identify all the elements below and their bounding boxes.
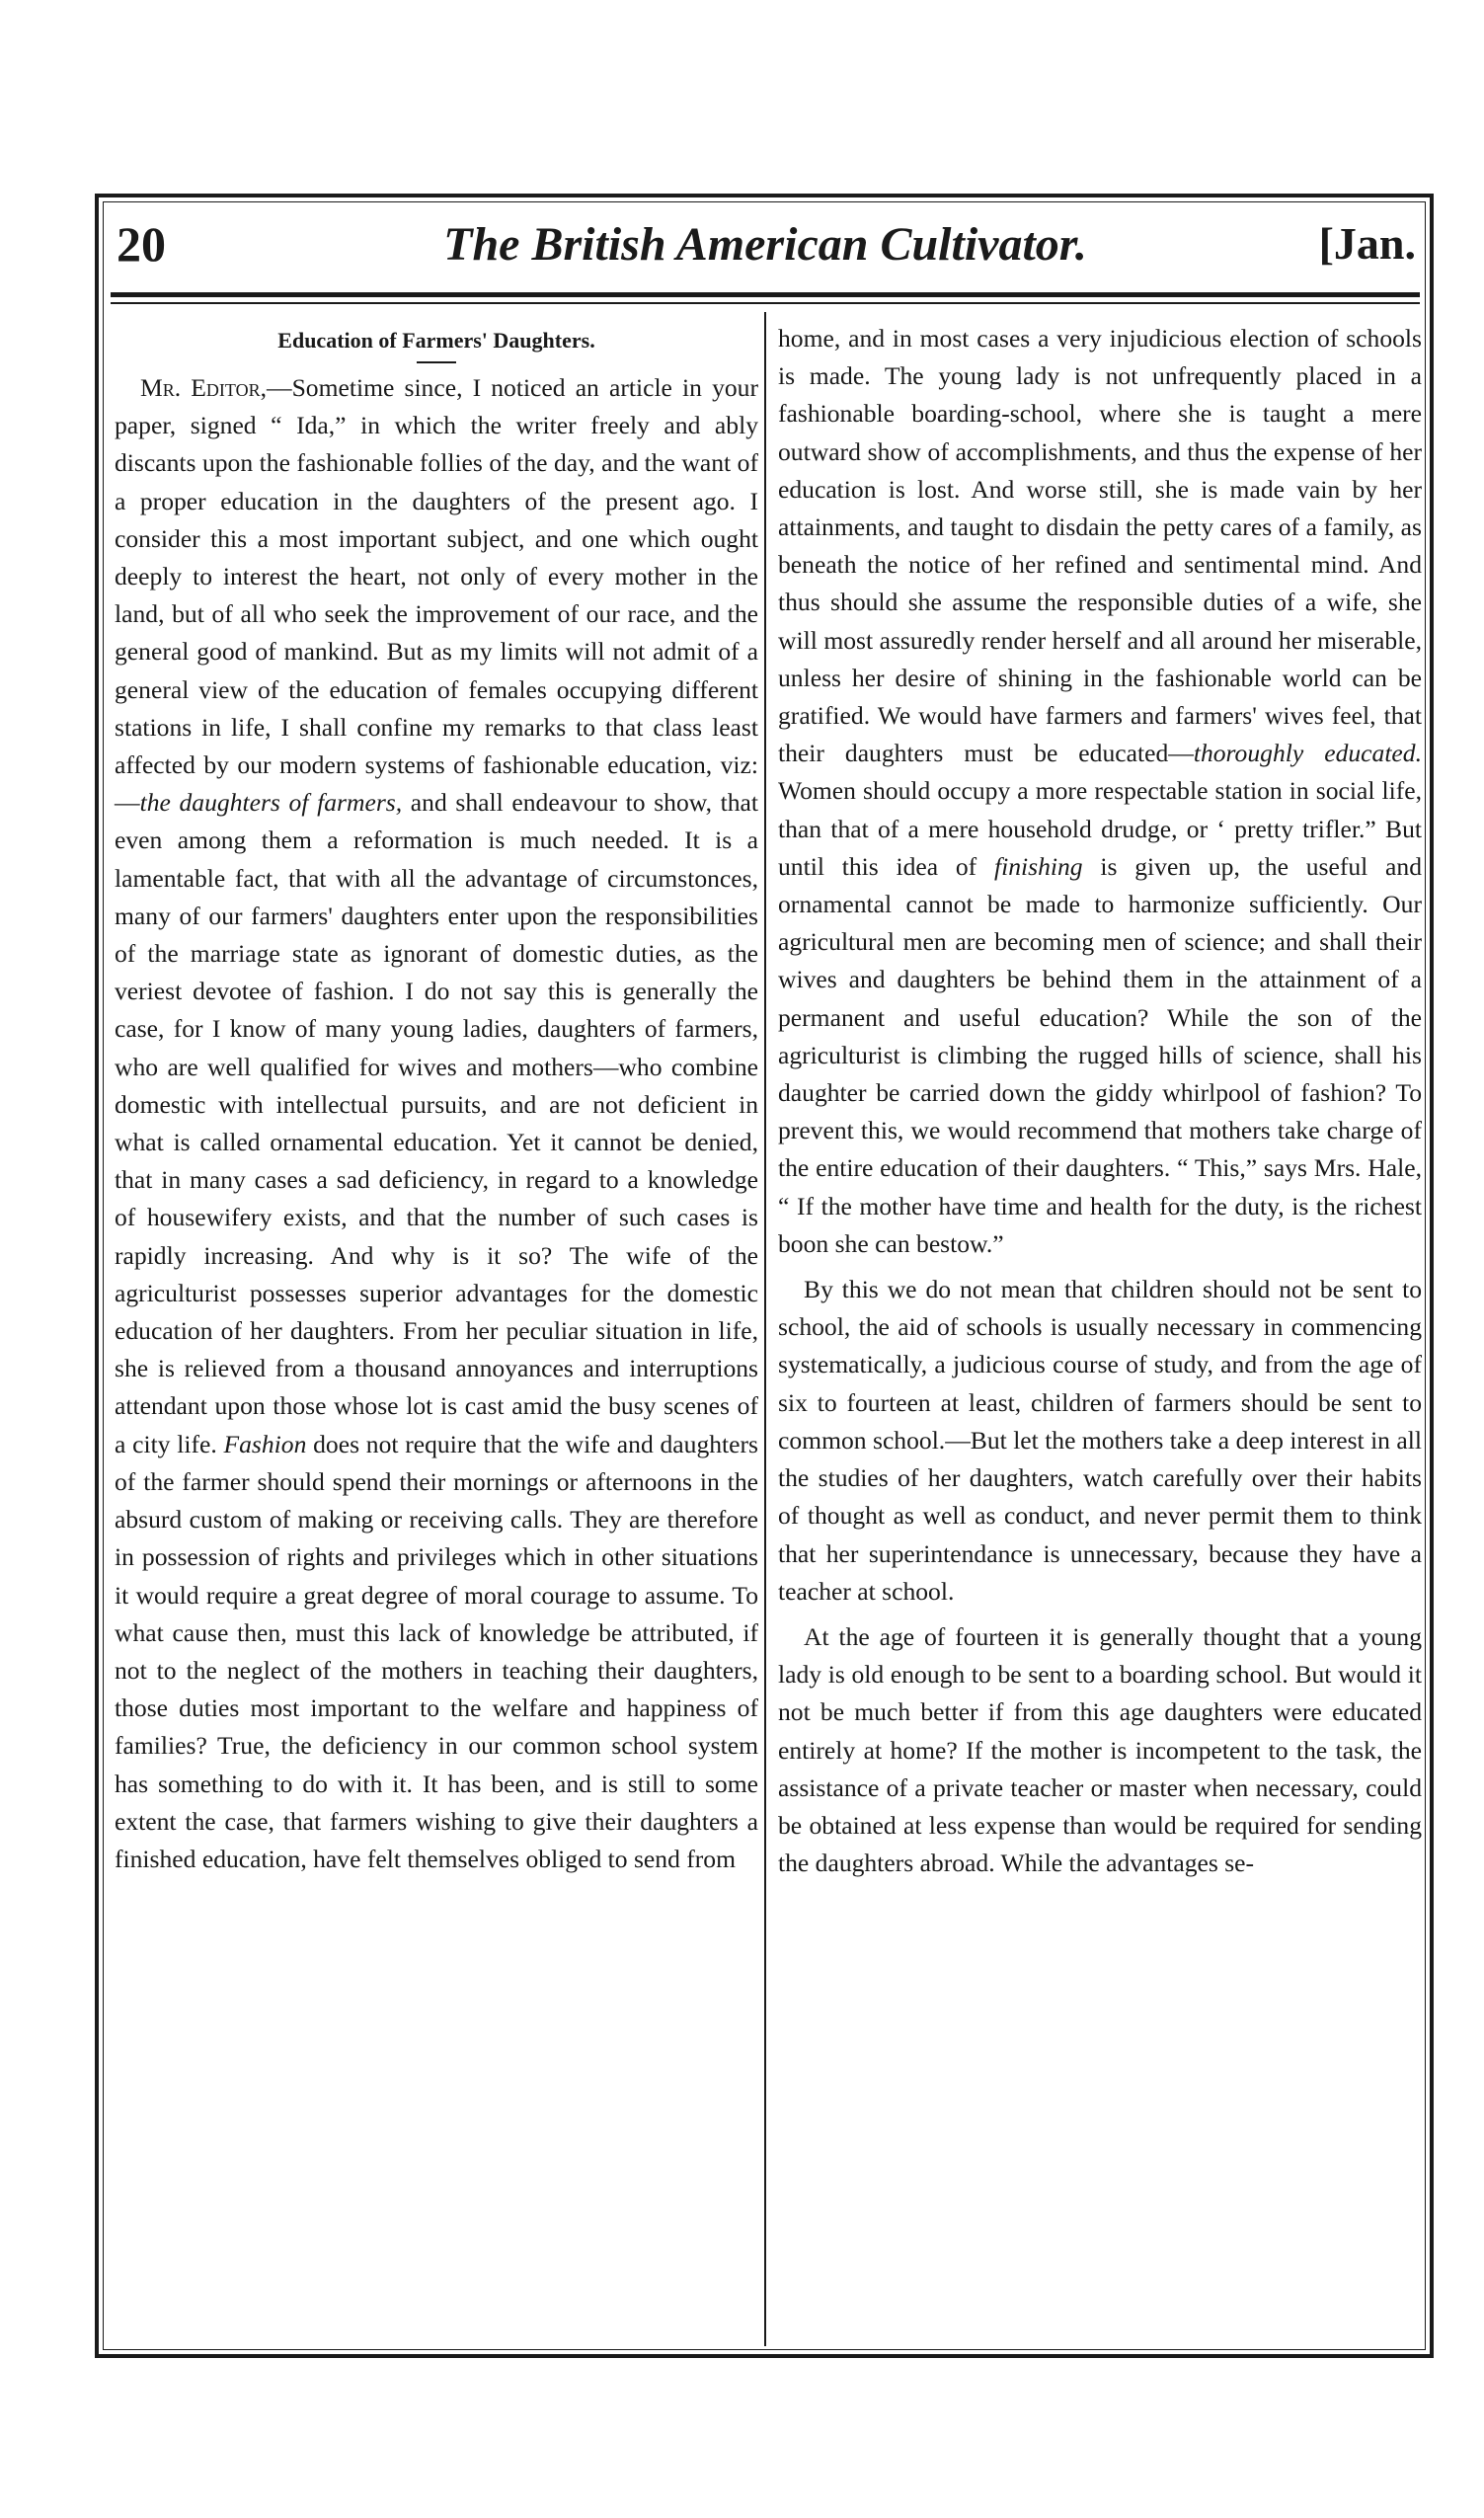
article-paragraph: Mr. Editor,—Sometime since, I noticed an article in your paper, signed “ Ida,” in which the writer freely and ably discants upon the fashionable follies of the day, and the want of a proper education in the daughters of the present ago. I consider this a most important subject, and one which ought deeply to interest the heart, not only of every mother in the land, but of all who seek the improvement of our race, and the general good of mankind. But as my limits will not admit of a general view of the education of females occupying different stations in life, I shall confine my remarks to that class least affected by our modern systems of fashionable education, viz:—the daughters of farmers, and shall endeavour to show, that even among them a reformation is much needed. It is a lamentable fact, that with all the advantage of circumstonces, many of our farmers' daughters enter upon the responsibilities of the marriage state as ignorant of domestic duties, as the veriest devotee of fashion. I do not say this is generally the case, for I know of many young ladies, daughters of farmers, who are well qualified for wives and mothers—who combine domestic with intellectual pursuits, and are not deficient in what is called ornamental education. Yet it cannot be denied, that in many cases a sad deficiency, in regard to a knowledge of housewifery exists, and that the number of such cases is rapidly increasing. And why is it so? The wife of the agriculturist possesses superior advantages for the domestic education of her daughters. From her peculiar situation in life, she is relieved from a thousand annoyances and interruptions attendant upon those whose lot is cast amid the busy scenes of a city life. Fashion does not require that the wife and daughters of the farmer should spend their mornings or afternoons in the absurd custom of making or receiving calls. They are therefore in possession of rights and privileges which in other situations it would require a great degree of moral courage to assume. To what cause then, must this lack of knowledge be attributed, if not to the neglect of the mothers in teaching their daughters, those duties most important to the welfare and happiness of families? True, the deficiency in our common school system has something to do with it. It has been, and is still to some extent the case, that farmers wishing to give their daughters a finished education, have felt themselves obliged to send from <box>115 373 759 1873</box>
article-title: Education of Farmers' Daughters. <box>277 328 595 353</box>
header-rule <box>111 292 1420 297</box>
right-column <box>778 320 1422 1882</box>
page-number: 20 <box>117 216 166 272</box>
issue-month: [Jan. <box>1318 218 1416 269</box>
article-paragraph-continued: home, and in most cases a very injudicious election of schools is made. The young lady is not unfrequently placed in a fashionable boarding-school, where she is taught a mere outward show of accomplishments, and thus the expense of her education is lost. And worse still, she is made vain by her attainments, and taught to disdain the petty cares of a family, as beneath the notice of her refined and sentimental mind. And thus should she assume the responsible duties of a wife, she will most assuredly render herself and all around her miserable, unless her desire of shining in the fashionable world can be gratified. We would have farmers and farmers' wives feel, that their daughters must be educated—thoroughly educated. Women should occupy a more respectable station in social life, than that of a mere household drudge, or ‘ pretty trifler.” But until this idea of finishing is given up, the useful and ornamental cannot be made to harmonize sufficiently. Our agricultural men are becoming men of science; and shall their wives and daughters be behind them in the attainment of a permanent and useful education? While the son of the agriculturist is climbing the rugged hills of science, shall his daughter be carried down the giddy whirlpool of fashion? To prevent this, we would recommend that mothers take charge of the entire education of their daughters. “ This,” says Mrs. Hale, “ If the mother have time and health for the duty, is the richest boon she can bestow.” <box>778 324 1422 1258</box>
header-rule-thin <box>111 302 1420 304</box>
salutation: Mr. Editor, <box>140 373 267 402</box>
title-dash <box>417 361 456 363</box>
article-paragraph: By this we do not mean that children should not be sent to school, the aid of schools is usually necessary in commencing systematically, a judicious course of study, and from the age of six to fourteen at least, children of farmers should be sent to common school.—But let the mothers take a deep interest in all the studies of her daughters, watch carefully over their habits of thought as well as conduct, and never permit them to think that her superintendance is unnecessary, because they have a teacher at school. <box>778 1275 1422 1606</box>
page-header <box>111 215 1420 284</box>
journal-title: The British American Cultivator. <box>443 218 1087 271</box>
column-divider <box>764 312 766 2346</box>
article-paragraph: At the age of fourteen it is generally thought that a young lady is old enough to be sent to a boarding school. But would it not be much better if from this age daughters were educated entirely at home? If the mother is incompetent to the task, the assistance of a private teacher or master when necessary, could be obtained at less expense than would be required for sending the daughters abroad. While the advantages se- <box>778 1621 1422 1878</box>
left-column <box>115 320 758 1878</box>
